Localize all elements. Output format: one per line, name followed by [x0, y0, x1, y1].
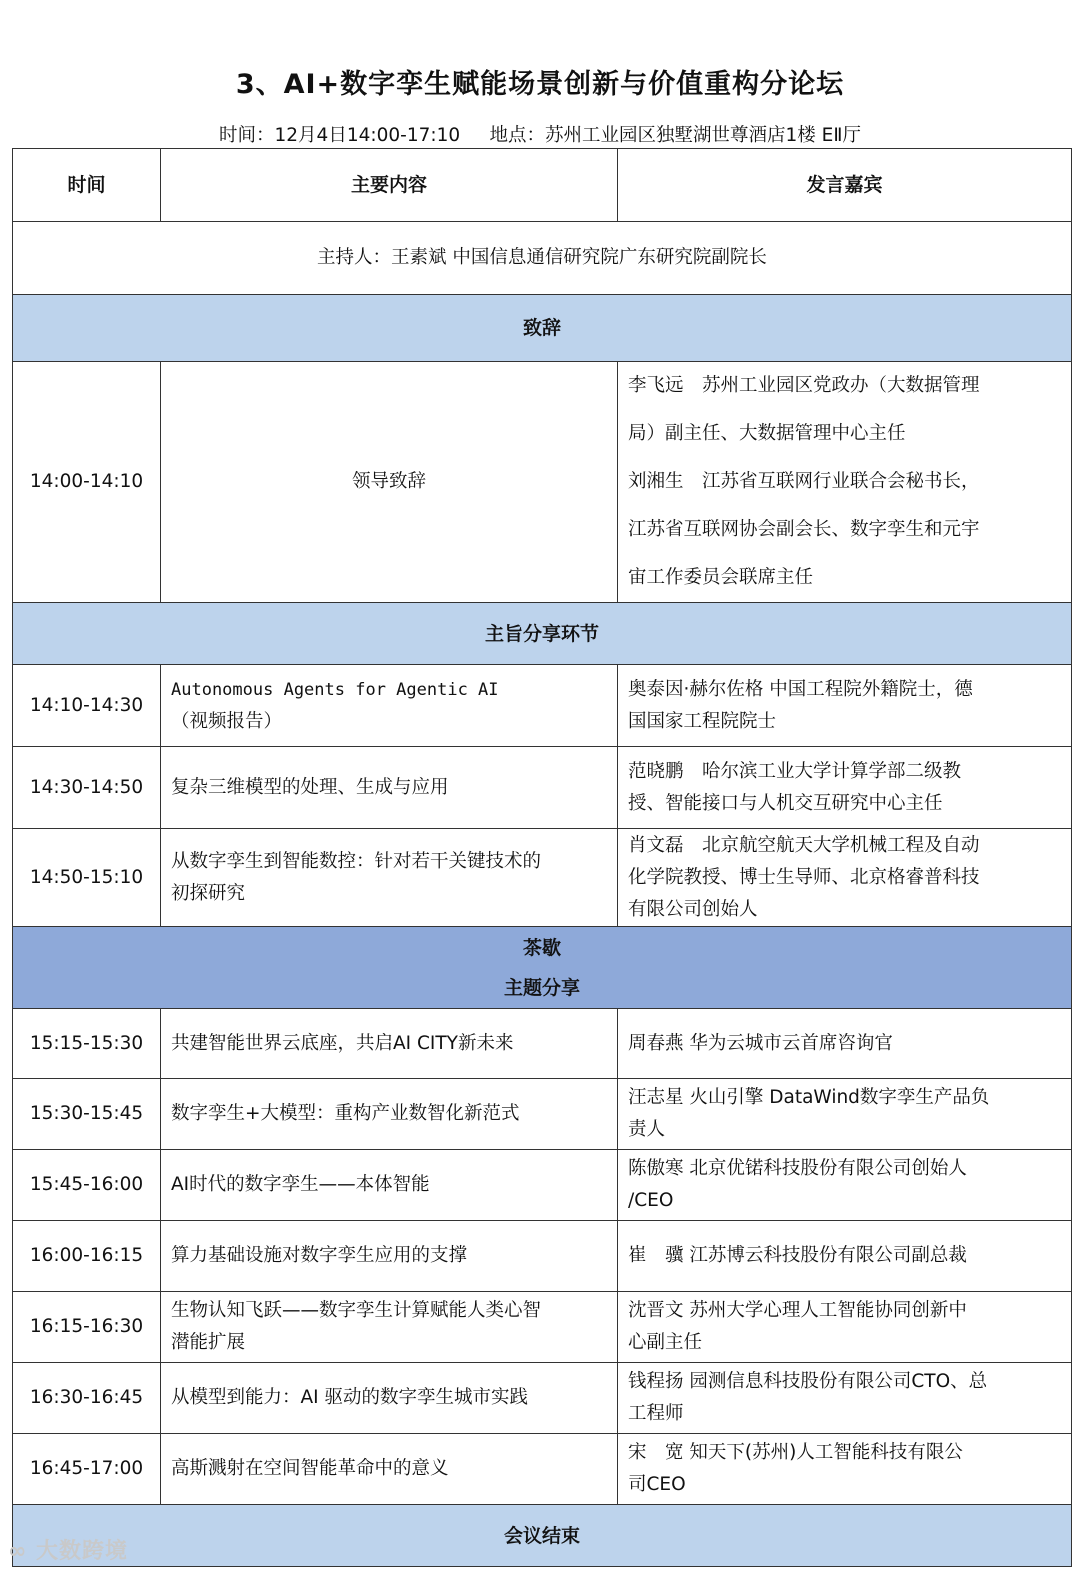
agenda-table — [12, 148, 1072, 1567]
row-time: 15:15-15:30 — [13, 1009, 161, 1079]
row-time: 15:45-16:00 — [13, 1150, 161, 1221]
speaker-line: 局）副主任、大数据管理中心主任 — [628, 423, 906, 444]
content-line: 初探研究 — [171, 882, 246, 904]
speaker-line: 钱程扬 园测信息科技股份有限公司CTO、总 — [628, 1371, 988, 1392]
agenda-row — [13, 1150, 1072, 1221]
row-content — [161, 665, 618, 747]
agenda-row — [13, 829, 1072, 927]
row-speaker — [618, 747, 1072, 829]
row-speaker — [618, 1363, 1072, 1434]
speaker-line: 化学院教授、博士生导师、北京格睿普科技 — [628, 866, 980, 888]
row-time: 16:15-16:30 — [13, 1292, 161, 1363]
speaker-line: 范晓鹏 哈尔滨工业大学计算学部二级教 — [628, 760, 962, 782]
row-content — [161, 747, 618, 829]
speaker-line: 李飞远 苏州工业园区党政办（大数据管理 — [628, 375, 980, 396]
speaker-line: 陈傲寒 北京优锘科技股份有限公司创始人 — [628, 1158, 967, 1179]
speaker-line: 心副主任 — [628, 1332, 703, 1353]
section-end — [13, 1505, 1072, 1567]
agenda-row — [13, 665, 1072, 747]
speaker-line: 司CEO — [628, 1474, 686, 1495]
row-content — [161, 1221, 618, 1292]
speaker-line: 周春燕 华为云城市云首席咨询官 — [628, 1032, 893, 1054]
speaker-line: 江苏省互联网协会副会长、数字孪生和元宇 — [628, 519, 980, 540]
content-line: AI时代的数字孪生——本体智能 — [171, 1174, 430, 1195]
speaker-line: 刘湘生 江苏省互联网行业联合会秘书长， — [628, 471, 980, 492]
row-speaker — [618, 1150, 1072, 1221]
row-content — [161, 1150, 618, 1221]
speaker-line: 崔 骥 江苏博云科技股份有限公司副总裁 — [628, 1245, 967, 1266]
section-welcome — [13, 295, 1072, 362]
row-speaker — [618, 1079, 1072, 1150]
content-line: 生物认知飞跃——数字孪生计算赋能人类心智 — [171, 1300, 542, 1321]
row-content — [161, 1363, 618, 1434]
content-line: 潜能扩展 — [171, 1332, 246, 1353]
host-row — [13, 222, 1072, 295]
row-speaker — [618, 665, 1072, 747]
row-content — [161, 1009, 618, 1079]
content-line: 数字孪生+大模型：重构产业数智化新范式 — [171, 1103, 520, 1124]
row-content — [161, 1079, 618, 1150]
speaker-line: 责人 — [628, 1119, 666, 1140]
content-line: 共建智能世界云底座，共启AI CITY新未来 — [171, 1032, 514, 1054]
row-speaker — [618, 1292, 1072, 1363]
agenda-row — [13, 747, 1072, 829]
content-line: Autonomous Agents for Agentic AI — [171, 679, 499, 700]
host-text: 主持人：王素斌 中国信息通信研究院广东研究院副院长 — [13, 222, 1072, 295]
row-speaker — [618, 1434, 1072, 1505]
row-speaker — [618, 1221, 1072, 1292]
page-title: 3、AI+数字孪生赋能场景创新与价值重构分论坛 — [235, 69, 845, 100]
row-time: 14:00-14:10 — [13, 362, 161, 603]
row-content — [161, 1292, 618, 1363]
header-content: 主要内容 — [161, 149, 618, 222]
speaker-line: 肖文磊 北京航空航天大学机械工程及自动 — [628, 834, 980, 856]
row-content: 领导致辞 — [161, 362, 618, 603]
row-content — [161, 1434, 618, 1505]
agenda-row — [13, 1292, 1072, 1363]
row-time: 16:00-16:15 — [13, 1221, 161, 1292]
watermark-logo-icon: ∞ — [8, 1539, 36, 1564]
section-end-label: 会议结束 — [13, 1505, 1072, 1567]
speaker-line: /CEO — [628, 1190, 674, 1211]
speaker-line: 汪志星 火山引擎 DataWind数字孪生产品负 — [628, 1087, 990, 1108]
speaker-line: 授、智能接口与人机交互研究中心主任 — [628, 792, 943, 814]
section-break-label: 茶歇 — [522, 936, 561, 959]
speaker-line: 宙工作委员会联席主任 — [628, 567, 814, 588]
section-break-topic-cell — [13, 927, 1072, 1009]
row-time: 16:45-17:00 — [13, 1434, 161, 1505]
agenda-row — [13, 1434, 1072, 1505]
agenda-row — [13, 362, 1072, 603]
speaker-line: 国国家工程院院士 — [628, 710, 777, 732]
row-speaker — [618, 829, 1072, 927]
section-topic-label: 主题分享 — [503, 976, 580, 999]
agenda-row — [13, 1221, 1072, 1292]
agenda-row — [13, 1079, 1072, 1150]
header-row — [13, 149, 1072, 222]
time-location-line: 时间：12月4日14:00-17:10 地点：苏州工业园区独墅湖世尊酒店1楼 EⅡ厅 — [219, 125, 861, 146]
content-line: 从数字孪生到智能数控：针对若干关键技术的 — [171, 850, 542, 872]
speaker-line: 沈晋文 苏州大学心理人工智能协同创新中 — [628, 1300, 967, 1321]
section-break-topic — [13, 927, 1072, 1009]
watermark — [8, 1534, 128, 1565]
header-time: 时间 — [13, 149, 161, 222]
content-line: 算力基础设施对数字孪生应用的支撑 — [171, 1245, 468, 1266]
watermark-text: 大数跨境 — [36, 1539, 129, 1564]
row-speaker — [618, 362, 1072, 603]
row-time: 14:10-14:30 — [13, 665, 161, 747]
speaker-line: 有限公司创始人 — [628, 898, 758, 920]
content-line: 高斯溅射在空间智能革命中的意义 — [171, 1458, 449, 1479]
row-time: 16:30-16:45 — [13, 1363, 161, 1434]
speaker-line: 奥泰因·赫尔佐格 中国工程院外籍院士，德 — [628, 678, 973, 700]
section-keynote — [13, 603, 1072, 665]
agenda-row — [13, 1363, 1072, 1434]
content-line: （视频报告） — [171, 710, 283, 732]
speaker-line: 宋 宽 知天下(苏州)人工智能科技有限公 — [628, 1442, 963, 1463]
header-speaker: 发言嘉宾 — [618, 149, 1072, 222]
content-line: 复杂三维模型的处理、生成与应用 — [171, 776, 449, 798]
row-time: 15:30-15:45 — [13, 1079, 161, 1150]
row-time: 14:30-14:50 — [13, 747, 161, 829]
row-time: 14:50-15:10 — [13, 829, 161, 927]
row-speaker — [618, 1009, 1072, 1079]
agenda-row — [13, 1009, 1072, 1079]
speaker-line: 工程师 — [628, 1403, 684, 1424]
section-welcome-label: 致辞 — [13, 295, 1072, 362]
row-content — [161, 829, 618, 927]
section-keynote-label: 主旨分享环节 — [13, 603, 1072, 665]
content-line: 从模型到能力：AI 驱动的数字孪生城市实践 — [171, 1387, 528, 1408]
